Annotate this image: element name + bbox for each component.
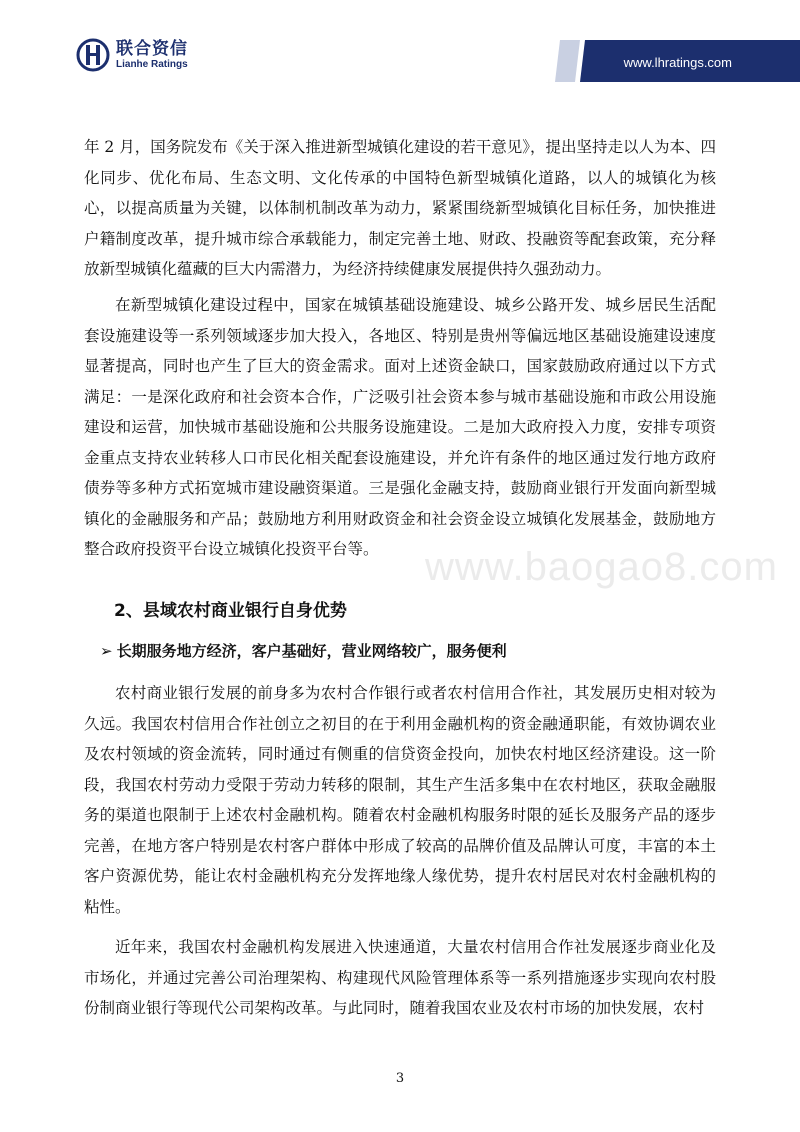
paragraph-4: 近年来，我国农村金融机构发展进入快速通道，大量农村信用合作社发展逐步商业化及市场化，并通过完善公司治理架构、构建现代风险管理体系等一系列措施逐步实现向农村股份制商业银行等现代公司架构改革。与此同时，随着我国农业及农村市场的加快发展，农村	[84, 938, 716, 1017]
bullet-heading	[100, 640, 507, 661]
section-title: 2、县域农村商业银行自身优势	[114, 601, 347, 621]
lianhe-logo-icon	[76, 38, 110, 72]
watermark: www.baogao8.com	[425, 545, 778, 589]
arrow-bullet-icon: ➢	[100, 642, 113, 660]
bullet-text: 长期服务地方经济，客户基础好，营业网络较广，服务便利	[116, 642, 507, 660]
paragraph-1: 年 2 月，国务院发布《关于深入推进新型城镇化建设的若干意见》，提出坚持走以人为本、四化同步、优化布局、生态文明、文化传承的中国特色新型城镇化道路，以人的城镇化为核心，以提高质量为关键，以体制机制改革为动力，紧紧围绕新型城镇化目标任务，加快推进户籍制度改革，提升城市综合承载能力，制定完善土地、财政、投融资等配套政策，充分释放新型城镇化蕴藏的巨大内需潜力，为经济持续健康发展提供持久强劲动力。	[84, 138, 716, 278]
logo-chinese-name: 联合资信	[116, 38, 188, 59]
company-logo	[76, 38, 188, 72]
paragraph-2: 在新型城镇化建设过程中，国家在城镇基础设施建设、城乡公路开发、城乡居民生活配套设施建设等一系列领域逐步加大投入，各地区、特别是贵州等偏远地区基础设施建设速度显著提高，同时也产生了巨大的资金需求。面对上述资金缺口，国家鼓励政府通过以下方式满足：一是深化政府和社会资本合作，广泛吸引社会资本参与城市基础设施和市政公用设施建设和运营，加快城市基础设施和公共服务设施建设。二是加大政府投入力度，安排专项资金重点支持农业转移人口市民化相关配套设施建设，并允许有条件的地区通过发行地方政府债券等多种方式拓宽城市建设融资渠道。三是强化金融支持，鼓励商业银行开发面向新型城镇化的金融服务和产品；鼓励地方利用财政资金和社会资金设立城镇化发展基金，鼓励地方整合政府投资平台设立城镇化投资平台等。	[84, 296, 716, 558]
logo-english-name: Lianhe Ratings	[116, 58, 188, 70]
website-url: www.lhratings.com	[623, 55, 732, 70]
paragraph-3: 农村商业银行发展的前身多为农村合作银行或者农村信用合作社，其发展历史相对较为久远。我国农村信用合作社创立之初目的在于利用金融机构的资金融通职能，有效协调农业及农村领域的资金流转，同时通过有侧重的信贷资金投向，加快农村地区经济建设。这一阶段，我国农村劳动力受限于劳动力转移的限制，其生产生活多集中在农村地区，获取金融服务的渠道也限制于上述农村金融机构。随着农村金融机构服务时限的延长及服务产品的逐步完善，在地方客户特别是农村客户群体中形成了较高的品牌价值及品牌认可度，丰富的本土客户资源优势，能让农村金融机构充分发挥地缘人缘优势，提升农村居民对农村金融机构的粘性。	[84, 684, 716, 916]
page-number: 3	[395, 1071, 405, 1086]
